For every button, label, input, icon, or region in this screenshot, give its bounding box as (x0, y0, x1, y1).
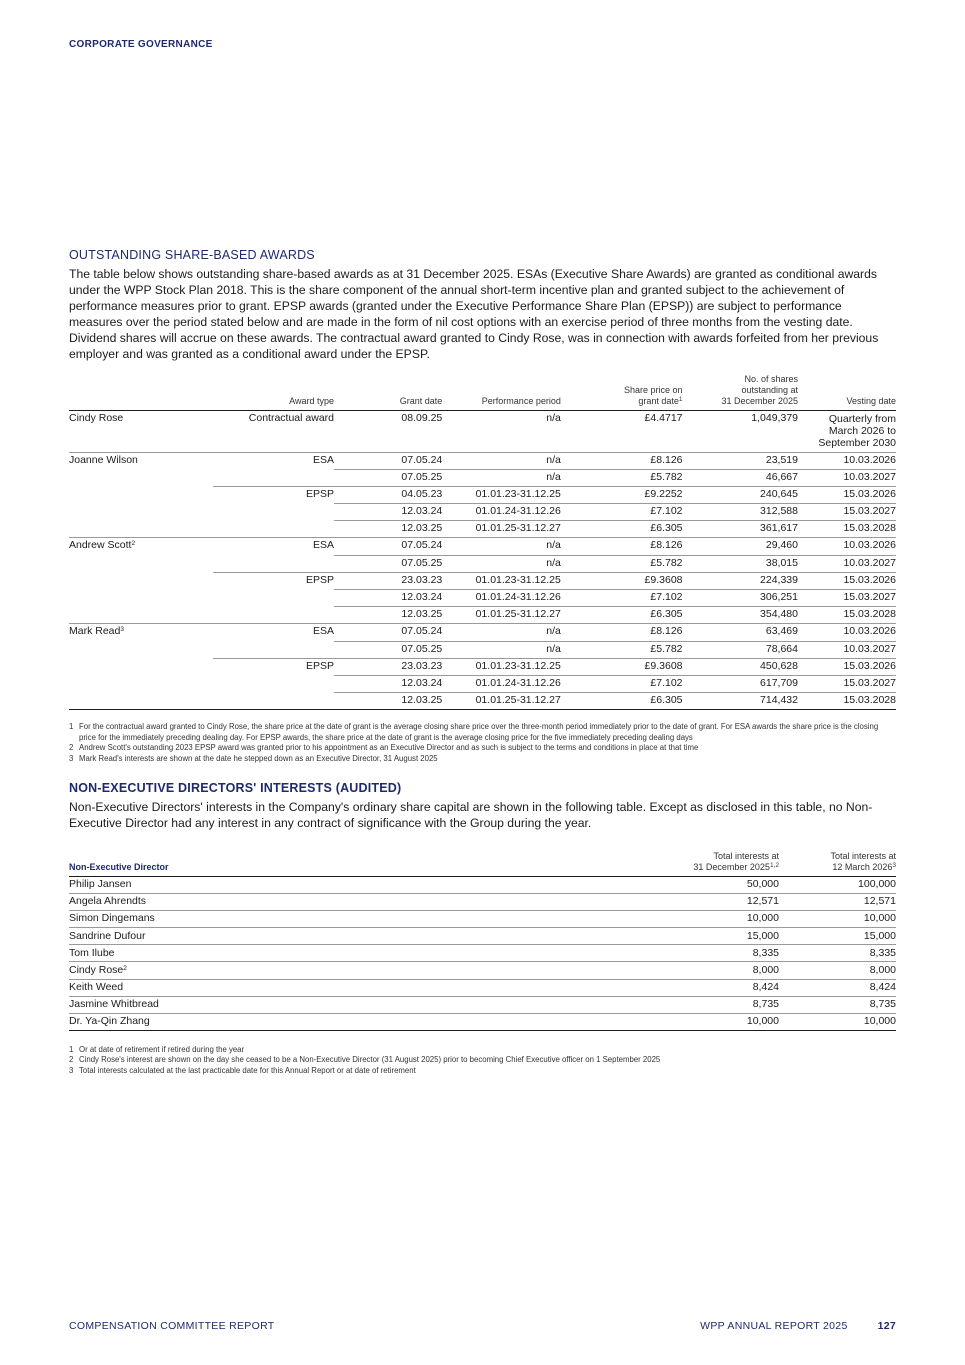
shares-outstanding-cell: 63,469 (683, 624, 798, 641)
award-type-cell (213, 504, 334, 521)
share-price-cell: £9.3608 (561, 572, 683, 589)
grant-date-cell: 23.03.23 (334, 572, 442, 589)
director-cell (69, 572, 213, 589)
director-cell (69, 590, 213, 607)
interests-2025-cell: 50,000 (659, 877, 779, 894)
vesting-date-cell: 15.03.2026 (798, 572, 896, 589)
award-type-cell (213, 590, 334, 607)
page-number: 127 (877, 1320, 896, 1332)
outstanding-awards-heading: OUTSTANDING SHARE-BASED AWARDS (69, 248, 315, 262)
shares-outstanding-cell: 1,049,379 (751, 412, 798, 424)
share-price-cell: £5.782 (561, 641, 683, 658)
award-type-cell (213, 521, 334, 538)
share-price-cell: £6.305 (561, 521, 683, 538)
ned-name-cell: Angela Ahrendts (69, 894, 659, 911)
grant-date-cell: 23.03.23 (334, 658, 442, 675)
table-row (69, 572, 896, 589)
director-cell: Cindy Rose (69, 412, 124, 424)
award-type-cell: EPSP (213, 486, 334, 503)
grant-date-cell: 04.05.23 (334, 486, 442, 503)
grant-date-cell: 12.03.25 (334, 693, 442, 710)
director-cell: Andrew Scott$^2$ (69, 538, 213, 555)
table-row (69, 928, 896, 945)
director-cell (69, 504, 213, 521)
vesting-date-cell: 15.03.2027 (798, 504, 896, 521)
shares-outstanding-cell: 714,432 (683, 693, 798, 710)
vesting-date-cell: 10.03.2026 (798, 452, 896, 469)
ned-name-cell: Simon Dingemans (69, 911, 659, 928)
table-row (69, 675, 896, 692)
interests-2026-cell: 15,000 (779, 928, 896, 945)
table-row (69, 911, 896, 928)
share-price-cell: £9.2252 (561, 486, 683, 503)
table-row (69, 590, 896, 607)
shares-outstanding-cell: 224,339 (683, 572, 798, 589)
shares-outstanding-cell: 306,251 (683, 590, 798, 607)
interests-2026-cell: 8,335 (779, 945, 896, 962)
share-price-column-header: Share price on grant date$^1$ (561, 374, 683, 411)
director-cell (69, 693, 213, 710)
outstanding-awards-table (69, 374, 896, 710)
performance-period-cell: 01.01.25-31.12.27 (442, 607, 561, 624)
footnote: 3 Total interests calculated at the last practicable date for this Annual Report or at date of retirement (69, 1065, 416, 1075)
director-cell (69, 675, 213, 692)
table-row (69, 607, 896, 624)
table-row (69, 996, 896, 1013)
grant-date-cell: 12.03.24 (334, 590, 442, 607)
share-price-cell: £8.126 (561, 624, 683, 641)
grant-date-cell: 12.03.25 (334, 521, 442, 538)
director-cell (69, 486, 213, 503)
performance-period-cell: 01.01.23-31.12.25 (442, 486, 561, 503)
vesting-date-cell: 10.03.2026 (798, 624, 896, 641)
share-price-cell: £5.782 (561, 469, 683, 486)
grant-date-cell: 07.05.24 (334, 624, 442, 641)
interests-2025-cell: 12,571 (659, 894, 779, 911)
shares-outstanding-cell: 29,460 (683, 538, 798, 555)
interests-2026-cell: 8,000 (779, 962, 896, 979)
award-type-cell (213, 641, 334, 658)
table-row (69, 486, 896, 503)
vesting-date-cell: 10.03.2027 (798, 555, 896, 572)
table-row (69, 979, 896, 996)
grant-date-cell: 12.03.24 (334, 675, 442, 692)
table-row (69, 504, 896, 521)
interests-2025-cell: 8,335 (659, 945, 779, 962)
share-price-cell: £7.102 (561, 504, 683, 521)
ned-interests-heading: NON-EXECUTIVE DIRECTORS' INTERESTS (AUDITED) (69, 781, 402, 795)
director-cell (69, 658, 213, 675)
interests-2025-cell: 8,424 (659, 979, 779, 996)
director-cell (69, 555, 213, 572)
share-price-cell: £9.3608 (561, 658, 683, 675)
performance-period-cell: n/a (442, 624, 561, 641)
share-price-cell: £5.782 (561, 555, 683, 572)
performance-period-column-header: Performance period (442, 374, 561, 411)
performance-period-cell: 01.01.25-31.12.27 (442, 693, 561, 710)
share-price-cell: £7.102 (561, 590, 683, 607)
awards-footnotes (69, 722, 896, 764)
footer-report-name: WPP ANNUAL REPORT 2025 (700, 1320, 848, 1332)
vesting-date-cell: 15.03.2028 (798, 607, 896, 624)
shares-outstanding-cell: 38,015 (683, 555, 798, 572)
interests-2025-cell: 8,735 (659, 996, 779, 1013)
table-row (69, 945, 896, 962)
performance-period-cell: n/a (442, 538, 561, 555)
interests-2025-cell: 15,000 (659, 928, 779, 945)
interests-2026-column-header: Total interests at 12 March 2026$^3$ (779, 851, 896, 877)
performance-period-cell: 01.01.23-31.12.25 (442, 658, 561, 675)
vesting-date-cell: 15.03.2028 (798, 693, 896, 710)
interests-2026-cell: 8,735 (779, 996, 896, 1013)
director-cell (69, 469, 213, 486)
award-type-cell: Contractual award (248, 412, 334, 424)
table-row (69, 521, 896, 538)
shares-outstanding-cell: 240,645 (683, 486, 798, 503)
ned-name-cell: Jasmine Whitbread (69, 996, 659, 1013)
outstanding-awards-intro: The table below shows outstanding share-based awards as at 31 December 2025. ESAs (Executive Share Awards) are granted as conditional awards under the WPP Stock Plan 2018. This is the share component of the annual short-term incentive plan and granted subject to the achievement of performance measures prior to grant. EPSP awards (granted under the Executive Performance Share Plan (EPSP)) are subject to performance measures over the period stated below and are made in the form of nil cost options with an exercise period of three months from the vesting date. Dividend shares will accrue on these awards. The contractual award granted to Cindy Rose, was in connection with awards forfeited from her previous employer and was granted as a conditional award under the EPSP. (69, 267, 879, 361)
vesting-date-cell: 15.03.2027 (798, 675, 896, 692)
interests-2026-cell: 10,000 (779, 911, 896, 928)
table-row (69, 962, 896, 979)
table-row (69, 658, 896, 675)
vesting-date-cell: 15.03.2027 (798, 590, 896, 607)
vesting-date-cell: 15.03.2028 (798, 521, 896, 538)
table-row (69, 452, 896, 469)
ned-interests-section (69, 781, 896, 1076)
table-row (69, 877, 896, 894)
table-row (69, 469, 896, 486)
director-cell: Joanne Wilson (69, 452, 213, 469)
share-price-cell: £8.126 (561, 452, 683, 469)
shares-outstanding-cell: 450,628 (683, 658, 798, 675)
vesting-date-cell: 10.03.2026 (798, 538, 896, 555)
shares-outstanding-cell: 354,480 (683, 607, 798, 624)
ned-header-row (69, 851, 896, 877)
performance-period-cell: 01.01.24-31.12.26 (442, 590, 561, 607)
award-type-cell: ESA (213, 624, 334, 641)
share-price-cell: £4.4717 (644, 412, 683, 424)
ned-director-column-header: Non-Executive Director (69, 851, 659, 877)
share-price-cell: £7.102 (561, 675, 683, 692)
interests-2026-cell: 12,571 (779, 894, 896, 911)
award-type-cell (213, 607, 334, 624)
vesting-date-cell: Quarterly from March 2026 to September 2030 (818, 413, 896, 449)
ned-interests-intro: Non-Executive Directors' interests in the Company's ordinary share capital are shown in the following table. Except as disclosed in this table, no Non-Executive Director had any interest in any contract of significance with the Group during the year. (69, 800, 873, 830)
performance-period-cell: 01.01.25-31.12.27 (442, 521, 561, 538)
award-type-cell: EPSP (213, 658, 334, 675)
footer-report-title (700, 1320, 896, 1332)
director-cell (69, 521, 213, 538)
vesting-date-cell: 10.03.2027 (798, 469, 896, 486)
ned-interests-table (69, 851, 896, 1031)
director-cell (69, 607, 213, 624)
table-row (69, 411, 896, 453)
ned-footnotes (69, 1045, 896, 1077)
interests-2026-cell: 10,000 (779, 1013, 896, 1030)
table-row (69, 641, 896, 658)
director-column-header (69, 374, 213, 411)
share-price-cell: £6.305 (561, 607, 683, 624)
table-row (69, 1013, 896, 1030)
footnote: 1 For the contractual award granted to Cindy Rose, the share price at the date of grant is the average closing share price over the three-month period immediately prior to the date of grant. For ESA awards the share price is the closing price for the immediately preceding dealing day. For EPSP awards, the share price at the date of grant is the average closing price for the five immediately preceding dealing days (69, 722, 879, 742)
performance-period-cell: n/a (546, 412, 561, 424)
director-cell (69, 641, 213, 658)
outstanding-awards-section (69, 248, 896, 764)
interests-2025-column-header: Total interests at 31 December 2025$^{1,2}$ (659, 851, 779, 877)
award-type-column-header: Award type (213, 374, 334, 411)
shares-outstanding-cell: 78,664 (683, 641, 798, 658)
ned-name-cell: Cindy Rose$^2$ (69, 962, 659, 979)
performance-period-cell: n/a (442, 641, 561, 658)
ned-name-cell: Philip Jansen (69, 877, 659, 894)
grant-date-column-header: Grant date (334, 374, 442, 411)
table-row (69, 555, 896, 572)
ned-name-cell: Sandrine Dufour (69, 928, 659, 945)
grant-date-cell: 12.03.24 (334, 504, 442, 521)
share-price-cell: £6.305 (561, 693, 683, 710)
vesting-date-column-header: Vesting date (798, 374, 896, 411)
interests-2025-cell: 10,000 (659, 911, 779, 928)
award-type-cell (213, 469, 334, 486)
ned-name-cell: Keith Weed (69, 979, 659, 996)
grant-date-cell: 07.05.25 (334, 555, 442, 572)
performance-period-cell: 01.01.24-31.12.26 (442, 504, 561, 521)
award-type-cell: ESA (213, 452, 334, 469)
grant-date-cell: 07.05.25 (334, 641, 442, 658)
shares-outstanding-cell: 312,588 (683, 504, 798, 521)
shares-outstanding-cell: 617,709 (683, 675, 798, 692)
shares-outstanding-cell: 361,617 (683, 521, 798, 538)
ned-name-cell: Dr. Ya-Qin Zhang (69, 1013, 659, 1030)
award-type-cell (213, 675, 334, 692)
director-cell: Mark Read$^3$ (69, 624, 213, 641)
awards-header-row (69, 374, 896, 411)
performance-period-cell: n/a (442, 555, 561, 572)
vesting-date-cell: 15.03.2026 (798, 658, 896, 675)
ned-name-cell: Tom Ilube (69, 945, 659, 962)
performance-period-cell: n/a (442, 452, 561, 469)
interests-2026-cell: 8,424 (779, 979, 896, 996)
table-row (69, 538, 896, 555)
award-type-cell: ESA (213, 538, 334, 555)
interests-2026-cell: 100,000 (779, 877, 896, 894)
grant-date-cell: 12.03.25 (334, 607, 442, 624)
performance-period-cell: 01.01.24-31.12.26 (442, 675, 561, 692)
interests-2025-cell: 10,000 (659, 1013, 779, 1030)
footnote: 2 Cindy Rose's interest are shown on the day she ceased to be a Non-Executive Director (31 August 2025) prior to becoming Chief Executive officer on 1 September 2025 (69, 1055, 661, 1065)
section-header: CORPORATE GOVERNANCE (69, 39, 213, 50)
table-row (69, 693, 896, 710)
grant-date-cell: 08.09.25 (401, 412, 443, 424)
share-price-cell: £8.126 (561, 538, 683, 555)
award-type-cell (213, 555, 334, 572)
vesting-date-cell: 10.03.2027 (798, 641, 896, 658)
grant-date-cell: 07.05.24 (334, 538, 442, 555)
footer-section-title: COMPENSATION COMMITTEE REPORT (69, 1320, 275, 1332)
footnote: 3 Mark Read's interests are shown at the date he stepped down as an Executive Director, 31 August 2025 (69, 753, 438, 763)
shares-outstanding-cell: 46,667 (683, 469, 798, 486)
grant-date-cell: 07.05.24 (334, 452, 442, 469)
performance-period-cell: 01.01.23-31.12.25 (442, 572, 561, 589)
interests-2025-cell: 8,000 (659, 962, 779, 979)
shares-outstanding-cell: 23,519 (683, 452, 798, 469)
table-row (69, 624, 896, 641)
grant-date-cell: 07.05.25 (334, 469, 442, 486)
award-type-cell (213, 693, 334, 710)
footnote: 1 Or at date of retirement if retired during the year (69, 1044, 245, 1054)
shares-outstanding-column-header: No. of shares outstanding at 31 December 2025 (683, 374, 798, 411)
table-row (69, 894, 896, 911)
award-type-cell: EPSP (213, 572, 334, 589)
performance-period-cell: n/a (442, 469, 561, 486)
vesting-date-cell: 15.03.2026 (798, 486, 896, 503)
footnote: 2 Andrew Scott's outstanding 2023 EPSP award was granted prior to his appointment as an Executive Director and as such is subject to the terms and conditions in place at that time (69, 743, 699, 753)
